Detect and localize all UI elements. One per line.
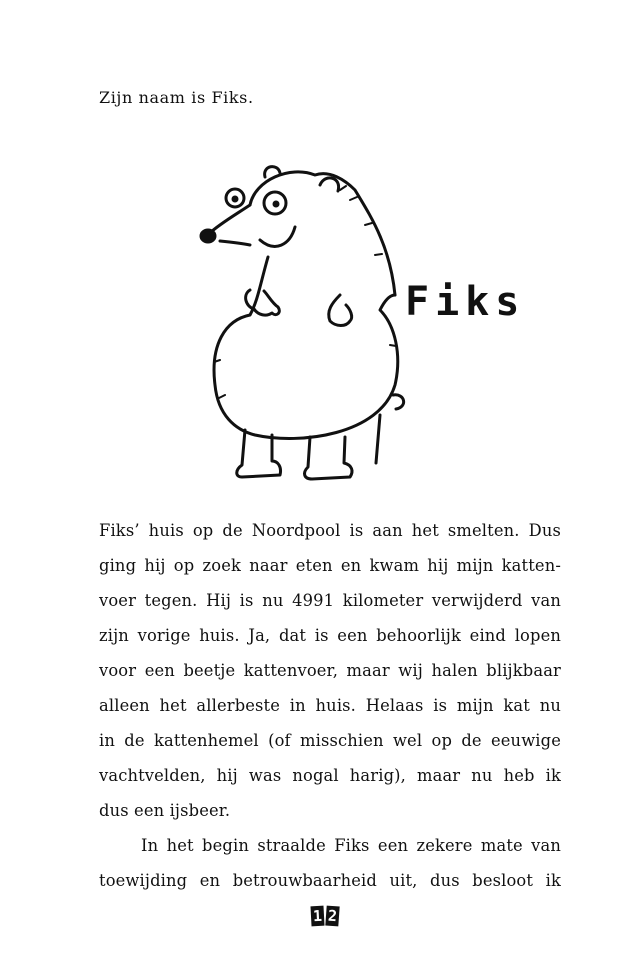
bear-belly bbox=[214, 257, 398, 438]
bear-back-leg bbox=[376, 415, 380, 463]
bear-nose bbox=[201, 230, 215, 242]
body-line: in de kattenhemel (of misschien wel op de eeuwige bbox=[99, 731, 561, 750]
body-line: toewijding en betrouwbaarheid uit, dus besloot ik bbox=[99, 871, 561, 890]
body-line: Fiks’ huis op de Noordpool is aan het smelten. Dus bbox=[99, 521, 561, 540]
page-number bbox=[311, 906, 339, 928]
bear-mouth bbox=[260, 227, 295, 246]
body-line: dus een ijsbeer. bbox=[99, 801, 231, 820]
body-text bbox=[99, 513, 561, 898]
body-line: vachtvelden, hij was nogal harig), maar nu heb ik bbox=[99, 766, 561, 785]
bear-snout bbox=[210, 205, 250, 245]
page-number-digit: 1 bbox=[310, 906, 324, 927]
body-line: voor een beetje kattenvoer, maar wij halen blijkbaar bbox=[99, 661, 561, 680]
page-number-digit: 2 bbox=[325, 906, 339, 927]
body-line-indented: In het begin straalde Fiks een zekere mate van bbox=[141, 836, 561, 855]
fiks-polar-bear-illustration bbox=[180, 145, 526, 495]
bear-right-paw bbox=[329, 295, 352, 326]
body-line: alleen het allerbeste in huis. Helaas is mijn kat nu bbox=[99, 696, 561, 715]
bear-head-outline bbox=[250, 172, 395, 295]
body-line: ging hij op zoek naar eten en kwam hij mijn katten- bbox=[99, 556, 561, 575]
bear-tail bbox=[393, 395, 404, 409]
body-line: zijn vorige huis. Ja, dat is een behoorlijk eind lopen bbox=[99, 626, 561, 645]
bear-right-ear bbox=[320, 178, 339, 191]
body-line: voer tegen. Hij is nu 4991 kilometer verwijderd van bbox=[99, 591, 561, 610]
fiks-handwritten-label: Fiks bbox=[405, 279, 526, 325]
bear-right-leg bbox=[305, 437, 352, 479]
intro-sentence: Zijn naam is Fiks. bbox=[99, 88, 254, 107]
